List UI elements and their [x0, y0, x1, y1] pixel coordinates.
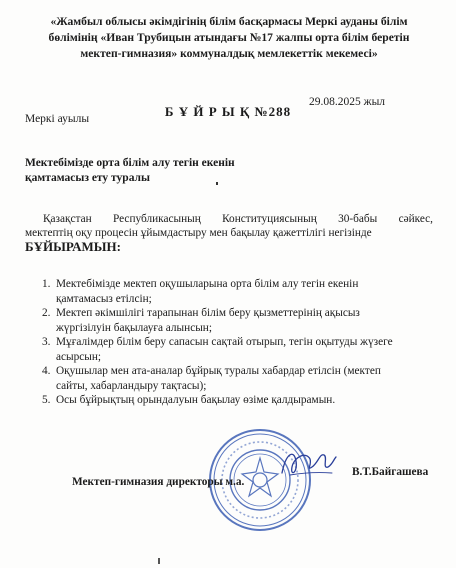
- intro-line-1: Қазақстан Республикасының Конституциясының 30-бабы сәйкес,: [43, 213, 433, 225]
- stray-mark: [216, 182, 218, 185]
- organization-header: [24, 14, 434, 62]
- header-line-3: мектеп-гимназия» коммуналдық мемлекеттік мекемесі»: [80, 47, 378, 60]
- subject-line-1: Мектебімізде орта білім алу тегін екенін: [25, 157, 235, 169]
- list-item: 5. Осы бұйрықтың орындалуын бақылау өзіме қалдырамын.: [42, 394, 336, 406]
- list-item: 4. Оқушылар мен ата-аналар бұйрық туралы хабардар етілсін (мектеп сайты, хабарландыру тақтасы);: [42, 365, 381, 392]
- order-place: Меркі ауылы: [25, 113, 90, 125]
- stray-mark: [158, 558, 160, 564]
- order-command: БҰЙЫРАМЫН:: [25, 239, 122, 254]
- signer-name: В.Т.Байгашева: [352, 466, 429, 478]
- list-item: 2. Мектеп әкімшілігі тарапынан білім беру қызметтерінің ақысыз жүргізілуін бақылауға алынсын;: [42, 307, 360, 334]
- order-intro: [25, 212, 433, 240]
- header-line-2: бөлімінің «Иван Трубицын атындағы №17 жалпы орта білім беретін: [48, 31, 410, 44]
- intro-line-2: мектептің оқу процесін ұйымдастыру мен бақылау қажеттілігі негізінде: [25, 227, 372, 239]
- order-date: 29.08.2025 жыл: [309, 96, 386, 108]
- order-subject: [25, 156, 325, 186]
- subject-line-2: қамтамасыз ету туралы: [25, 172, 150, 184]
- order-items-list: [42, 277, 434, 408]
- signer-role: Мектеп-гимназия директоры м.а.: [72, 476, 245, 488]
- order-title: Б Ұ Й Р Ы Қ №288: [164, 104, 292, 119]
- header-line-1: «Жамбыл облысы әкімдігінің білім басқармасы Меркі ауданы білім: [50, 15, 408, 28]
- list-item: 3. Мұғалімдер білім беру сапасын сақтай отырып, тегін оқытуды жүзеге асырсын;: [42, 336, 393, 363]
- handwritten-signature-icon: [276, 443, 340, 483]
- list-item: 1. Мектебімізде мектеп оқушыларына орта білім алу тегін екенін қамтамасыз етілсін;: [42, 278, 359, 305]
